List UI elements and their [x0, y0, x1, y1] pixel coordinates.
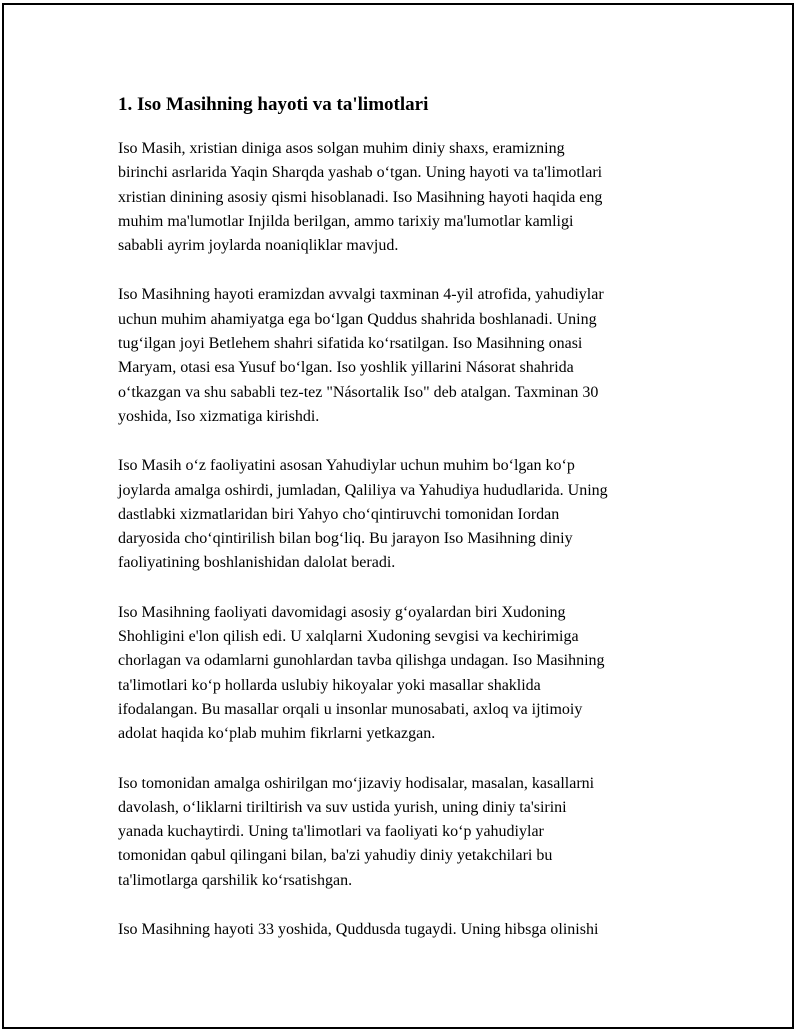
document-title: 1. Iso Masihning hayoti va ta'limotlari: [118, 94, 429, 115]
paragraph-4: Iso Masihning faoliyati davomidagi asosiy gʻoyalardan biri Xudoning Shohligini e'lon qilish edi. U xalqlarni Xudoning sevgisi va kechirimiga chorlagan va odamlarni gunohlardan tavba qilishga undagan. Iso Masihning ta'limotlari koʻp hollarda uslubiy hikoyalar yoki masallar shaklida ifodalangan. Bu masallar orqali u insonlar munosabati, axloq va ijtimoiy adolat haqida koʻplab muhim fikrlarni yetkazgan.: [118, 603, 605, 743]
paragraph-6: Iso Masihning hayoti 33 yoshida, Quddusda tugaydi. Uning hibsga olinishi: [118, 921, 599, 939]
paragraph-1: Iso Masih, xristian diniga asos solgan muhim diniy shaxs, eramizning birinchi asrlarida Yaqin Sharqda yashab oʻtgan. Uning hayoti va ta'limotlari xristian dinining asosiy qismi hisoblanadi. Iso Masihning hayoti haqida eng muhim ma'lumotlar Injilda berilgan, ammo tarixiy ma'lumotlar kamligi sababli ayrim joylarda noaniqliklar mavjud.: [118, 140, 603, 255]
paragraph-2: Iso Masihning hayoti eramizdan avvalgi taxminan 4-yil atrofida, yahudiylar uchun muhim ahamiyatga ega boʻlgan Quddus shahrida boshlanadi. Uning tugʻilgan joyi Betlehem shahri sifatida koʻrsatilgan. Iso Masihning onasi Maryam, otasi esa Yusuf boʻlgan. Iso yoshlik yillarini Násorat shahrida oʻtkazgan va shu sababli tez-tez "Násortalik Iso" deb atalgan. Taxminan 30 yoshida, Iso xizmatiga kirishdi.: [118, 286, 604, 425]
paragraph-3: Iso Masih oʻz faoliyatini asosan Yahudiylar uchun muhim boʻlgan koʻp joylarda amalga oshirdi, jumladan, Qaliliya va Yahudiya hududlarida. Uning dastlabki xizmatlaridan biri Yahyo choʻqintiruvchi tomonidan Iordan daryosida choʻqintirilish bilan bogʻliq. Bu jarayon Iso Masihning diniy faoliyatining boshlanishidan dalolat beradi.: [118, 457, 608, 572]
document-content: [118, 92, 698, 967]
paragraph-5: Iso tomonidan amalga oshirilgan moʻjizaviy hodisalar, masalan, kasallarni davolash, oʻliklarni tiriltirish va suv ustida yurish, uning diniy ta'sirini yanada kuchaytirdi. Uning ta'limotlari va faoliyati koʻp yahudiylar tomonidan qabul qilingani bilan, ba'zi yahudiy diniy yetakchilari bu ta'limotlarga qarshilik koʻrsatishgan.: [118, 774, 595, 889]
